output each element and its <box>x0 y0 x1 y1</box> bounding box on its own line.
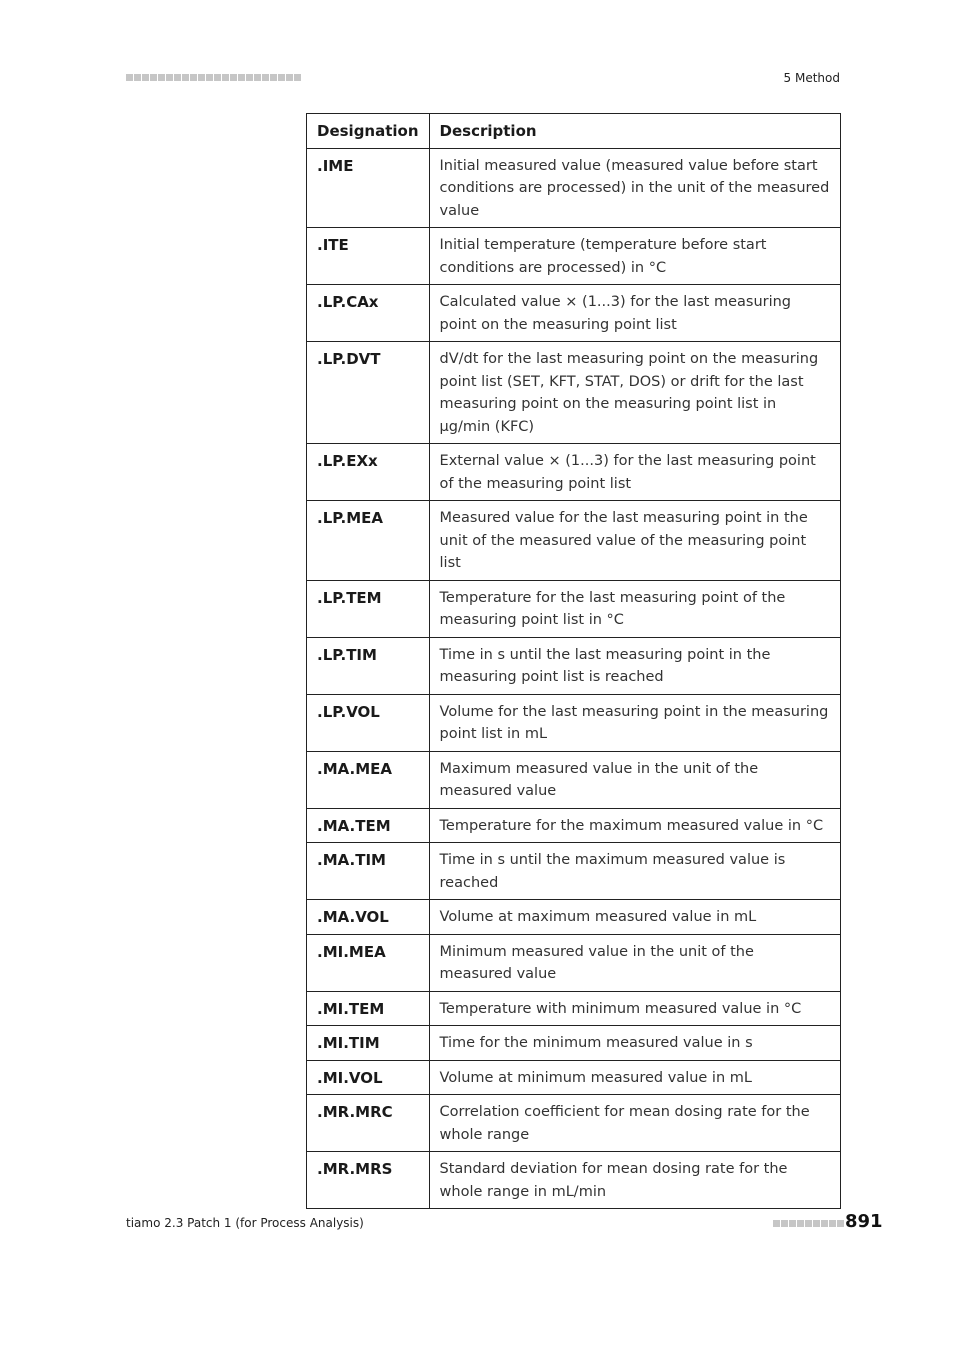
description-cell: Calculated value × (1...3) for the last measuring point on the measuring point list <box>429 285 840 342</box>
table-row <box>307 637 841 694</box>
table-row <box>307 751 841 808</box>
chapter-title: 5 Method <box>783 71 840 85</box>
table-row <box>307 1152 841 1209</box>
description-cell: Measured value for the last measuring point in the unit of the measured value of the measuring point list <box>429 501 840 581</box>
table-header-row <box>307 114 841 149</box>
designation-cell: .ITE <box>307 228 430 285</box>
designation-cell: .LP.TIM <box>307 637 430 694</box>
designation-cell: .MI.MEA <box>307 934 430 991</box>
description-cell: Minimum measured value in the unit of the measured value <box>429 934 840 991</box>
designation-cell: .MI.VOL <box>307 1060 430 1095</box>
description-cell: Initial measured value (measured value before start conditions are processed) in the unit of the measured value <box>429 148 840 228</box>
designation-cell: .MR.MRS <box>307 1152 430 1209</box>
description-cell: Time in s until the last measuring point in the measuring point list is reached <box>429 637 840 694</box>
designation-cell: .MA.TIM <box>307 843 430 900</box>
description-cell: Maximum measured value in the unit of the measured value <box>429 751 840 808</box>
description-cell: Time for the minimum measured value in s <box>429 1026 840 1061</box>
table-row <box>307 843 841 900</box>
table-row <box>307 148 841 228</box>
table-row <box>307 694 841 751</box>
description-cell: Volume at maximum measured value in mL <box>429 900 840 935</box>
designation-cell: .MI.TEM <box>307 991 430 1026</box>
designation-cell: .LP.EXx <box>307 444 430 501</box>
description-cell: Volume for the last measuring point in the measuring point list in mL <box>429 694 840 751</box>
description-cell: Standard deviation for mean dosing rate for the whole range in mL/min <box>429 1152 840 1209</box>
description-cell: Temperature for the maximum measured value in °C <box>429 808 840 843</box>
description-cell: Temperature for the last measuring point of the measuring point list in °C <box>429 580 840 637</box>
table-row <box>307 1026 841 1061</box>
table-row <box>307 228 841 285</box>
designation-cell: .IME <box>307 148 430 228</box>
table-row <box>307 1060 841 1095</box>
description-cell: dV/dt for the last measuring point on the measuring point list (SET, KFT, STAT, DOS) or drift for the last measuring point on the measuring point list in µg/min (KFC) <box>429 342 840 444</box>
table-row <box>307 808 841 843</box>
description-cell: Time in s until the maximum measured value is reached <box>429 843 840 900</box>
table-row <box>307 444 841 501</box>
designation-cell: .MI.TIM <box>307 1026 430 1061</box>
column-header-description: Description <box>429 114 840 149</box>
table-row <box>307 580 841 637</box>
header-decoration <box>126 74 301 81</box>
table-row <box>307 501 841 581</box>
table-row <box>307 900 841 935</box>
column-header-designation: Designation <box>307 114 430 149</box>
designation-cell: .LP.CAx <box>307 285 430 342</box>
table-row <box>307 934 841 991</box>
description-cell: Correlation coefficient for mean dosing rate for the whole range <box>429 1095 840 1152</box>
designation-cell: .LP.TEM <box>307 580 430 637</box>
designation-cell: .LP.MEA <box>307 501 430 581</box>
table-row <box>307 991 841 1026</box>
designation-table <box>306 113 841 1209</box>
designation-cell: .MA.VOL <box>307 900 430 935</box>
description-cell: Volume at minimum measured value in mL <box>429 1060 840 1095</box>
table-row <box>307 1095 841 1152</box>
page-number: 891 <box>845 1211 883 1232</box>
footer-product-name: tiamo 2.3 Patch 1 (for Process Analysis) <box>126 1216 364 1230</box>
designation-cell: .MR.MRC <box>307 1095 430 1152</box>
description-cell: Initial temperature (temperature before start conditions are processed) in °C <box>429 228 840 285</box>
designation-cell: .LP.DVT <box>307 342 430 444</box>
designation-cell: .MA.MEA <box>307 751 430 808</box>
table-row <box>307 342 841 444</box>
designation-cell: .MA.TEM <box>307 808 430 843</box>
table-row <box>307 285 841 342</box>
footer-decoration <box>773 1220 844 1227</box>
description-cell: External value × (1...3) for the last measuring point of the measuring point list <box>429 444 840 501</box>
designation-cell: .LP.VOL <box>307 694 430 751</box>
description-cell: Temperature with minimum measured value in °C <box>429 991 840 1026</box>
